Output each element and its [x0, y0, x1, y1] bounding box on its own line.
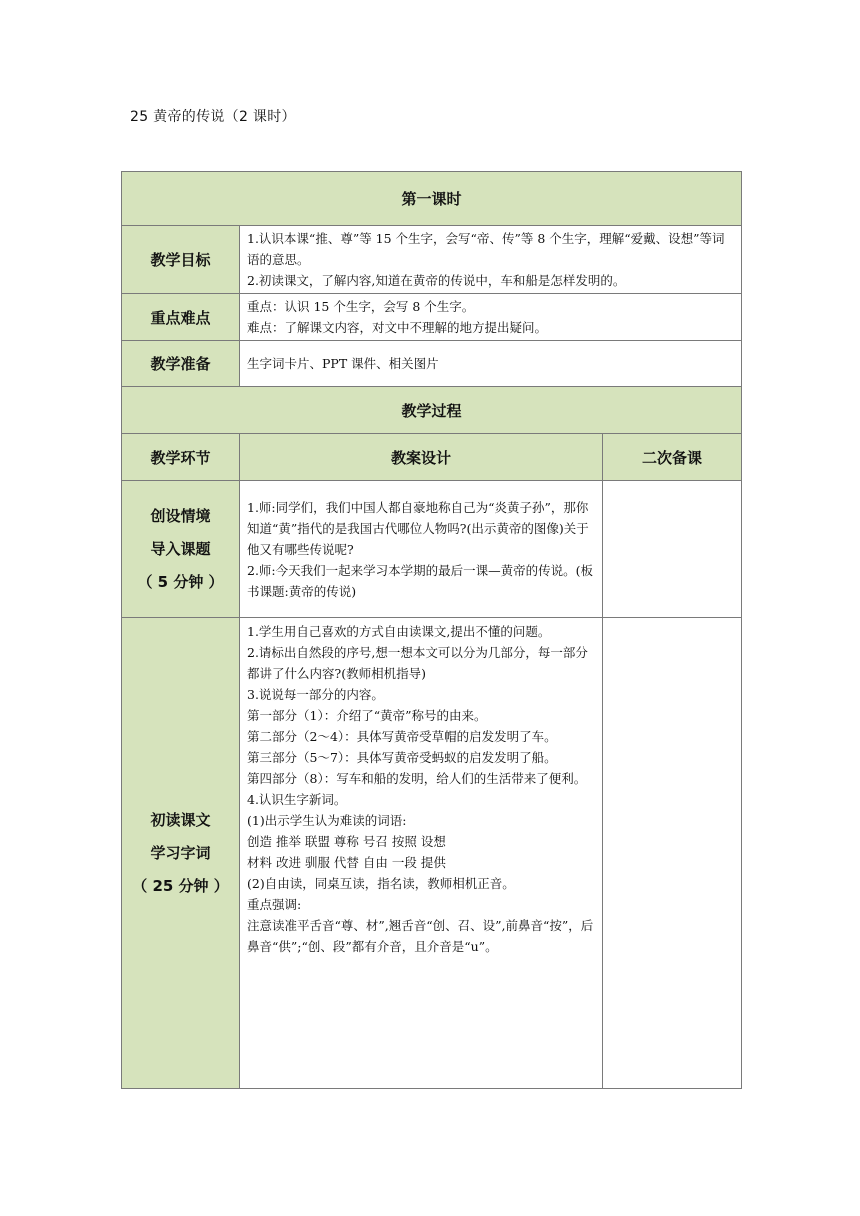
document-title: 25 黄帝的传说（2 课时） — [130, 109, 296, 125]
stage1-label-line: （ 5 分钟 ） — [137, 572, 224, 591]
stage2-line: 第四部分（8）：写车和船的发明，给人们的生活带来了便利。 — [247, 771, 587, 786]
stage2-line: 注意读准平舌音“尊、材”,翘舌音“创、召、设”,前鼻音“按”，后鼻音“供”;“创、段”都有介音，且介音是“u”。 — [247, 918, 594, 954]
stage2-label-line: 学习字词 — [150, 843, 211, 862]
stage2-revision — [603, 618, 742, 1089]
stage2-line: 重点强调: — [247, 897, 302, 912]
goals-label: 教学目标 — [122, 226, 240, 294]
goals-content — [240, 226, 742, 294]
stage1-line: 1.师:同学们，我们中国人都自豪地称自己为“炎黄子孙”，那你知道“黄”指代的是我国古代哪位人物吗?(出示黄帝的图像)关于他又有哪些传说呢? — [247, 499, 589, 557]
stage2-label-line: 初读课文 — [150, 810, 211, 829]
stage1-label-line: 导入课题 — [150, 539, 211, 558]
stage2-line: 创造 推举 联盟 尊称 号召 按照 设想 — [247, 834, 446, 849]
stage2-line: (1)出示学生认为难读的词语: — [247, 813, 407, 828]
key-point-line: 难点：了解课文内容，对文中不理解的地方提出疑问。 — [247, 320, 548, 335]
stage1-revision — [603, 481, 742, 618]
stage2-line: 2.请标出自然段的序号,想一想本文可以分为几部分，每一部分都讲了什么内容?(教师相机指导) — [247, 645, 588, 681]
stage1-label-line: 创设情境 — [150, 506, 211, 525]
prep-content: 生字词卡片、PPT 课件、相关图片 — [240, 341, 742, 387]
stage2-label — [122, 618, 240, 1089]
stage2-line: 材料 改进 驯服 代替 自由 一段 提供 — [247, 855, 446, 870]
key-points-content — [240, 294, 742, 341]
key-point-line: 重点：认识 15 个生字，会写 8 个生字。 — [247, 299, 475, 314]
prep-label: 教学准备 — [122, 341, 240, 387]
key-points-label: 重点难点 — [122, 294, 240, 341]
stage2-line: (2)自由读，同桌互读，指名读，教师相机正音。 — [247, 876, 515, 891]
stage1-line: 2.师:今天我们一起来学习本学期的最后一课—黄帝的传说。(板书课题:黄帝的传说) — [247, 562, 594, 599]
stage2-line: 第一部分（1）：介绍了“黄帝”称号的由来。 — [247, 708, 487, 723]
goal-line: 2.初读课文，了解内容,知道在黄帝的传说中，车和船是怎样发明的。 — [247, 273, 626, 288]
process-heading: 教学过程 — [122, 387, 742, 434]
stage2-line: 1.学生用自己喜欢的方式自由读课文,提出不懂的问题。 — [247, 624, 551, 639]
column-header-design: 教案设计 — [240, 434, 603, 481]
stage2-line: 第三部分（5～7）：具体写黄帝受蚂蚁的启发发明了船。 — [247, 750, 557, 765]
stage2-design — [240, 618, 603, 1089]
stage2-line: 4.认识生字新词。 — [247, 792, 347, 807]
column-header-stage: 教学环节 — [122, 434, 240, 481]
stage2-line: 第二部分（2～4）：具体写黄帝受草帽的启发发明了车。 — [247, 729, 557, 744]
lesson-plan-table — [121, 171, 742, 1089]
goal-line: 1.认识本课“推、尊”等 15 个生字，会写“帝、传”等 8 个生字，理解“爱戴、设想”等词语的意思。 — [247, 231, 725, 267]
period-heading: 第一课时 — [122, 172, 742, 226]
stage2-line: 3.说说每一部分的内容。 — [247, 687, 384, 702]
stage1-label — [122, 481, 240, 618]
column-header-revision: 二次备课 — [603, 434, 742, 481]
stage2-label-line: （ 25 分钟 ） — [132, 876, 229, 895]
stage1-design — [240, 481, 603, 618]
